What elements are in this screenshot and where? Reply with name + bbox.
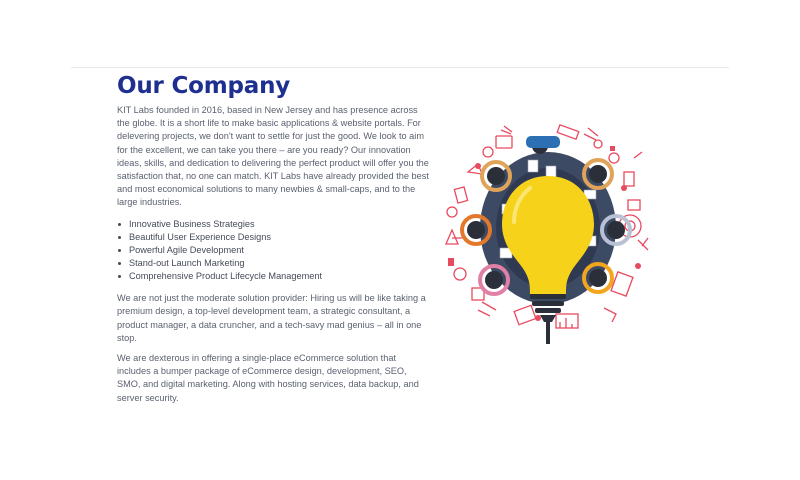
list-item: Beautiful User Experience Designs	[117, 231, 429, 244]
list-item: Stand-out Launch Marketing	[117, 257, 429, 270]
list-item: Powerful Agile Development	[117, 244, 429, 257]
list-item: Innovative Business Strategies	[117, 218, 429, 231]
lightbulb-icon	[438, 118, 660, 348]
solution-paragraph: We are not just the moderate solution provider: Hiring us will be like taking a premium design, a top-level development team, a strategic consultant, a product manager, a data cruncher, and a tech-savy mad genius – all in one stop.	[117, 293, 426, 343]
top-divider	[71, 67, 729, 68]
ecommerce-paragraph: We are dexterous in offering a single-place eCommerce solution that includes a bumper package of eCommerce design, development, SEO, SMO, and digital marketing. Along with hosting services, data backup, and server security.	[117, 352, 419, 403]
list-item: Comprehensive Product Lifecycle Management	[117, 270, 429, 283]
services-list	[117, 218, 429, 283]
section-title: Our Company	[117, 73, 291, 99]
lightbulb-team-illustration	[438, 118, 660, 348]
company-section	[117, 72, 429, 405]
intro-paragraph: KIT Labs founded in 2016, based in New Jersey and has presence across the globe. It is a short life to make basic applications & website portals. For delevering projects, we don't want to settle for just the good. We look to aim for the excellent, we can take you there – are you ready? Our innovation ideas, skills, and dedication to delivering the perfect product will offer you the satisfaction that, no one can match. KIT Labs have already provided the best and most economical solutions to many newbies & small-caps, and to the large industries.	[117, 105, 429, 208]
